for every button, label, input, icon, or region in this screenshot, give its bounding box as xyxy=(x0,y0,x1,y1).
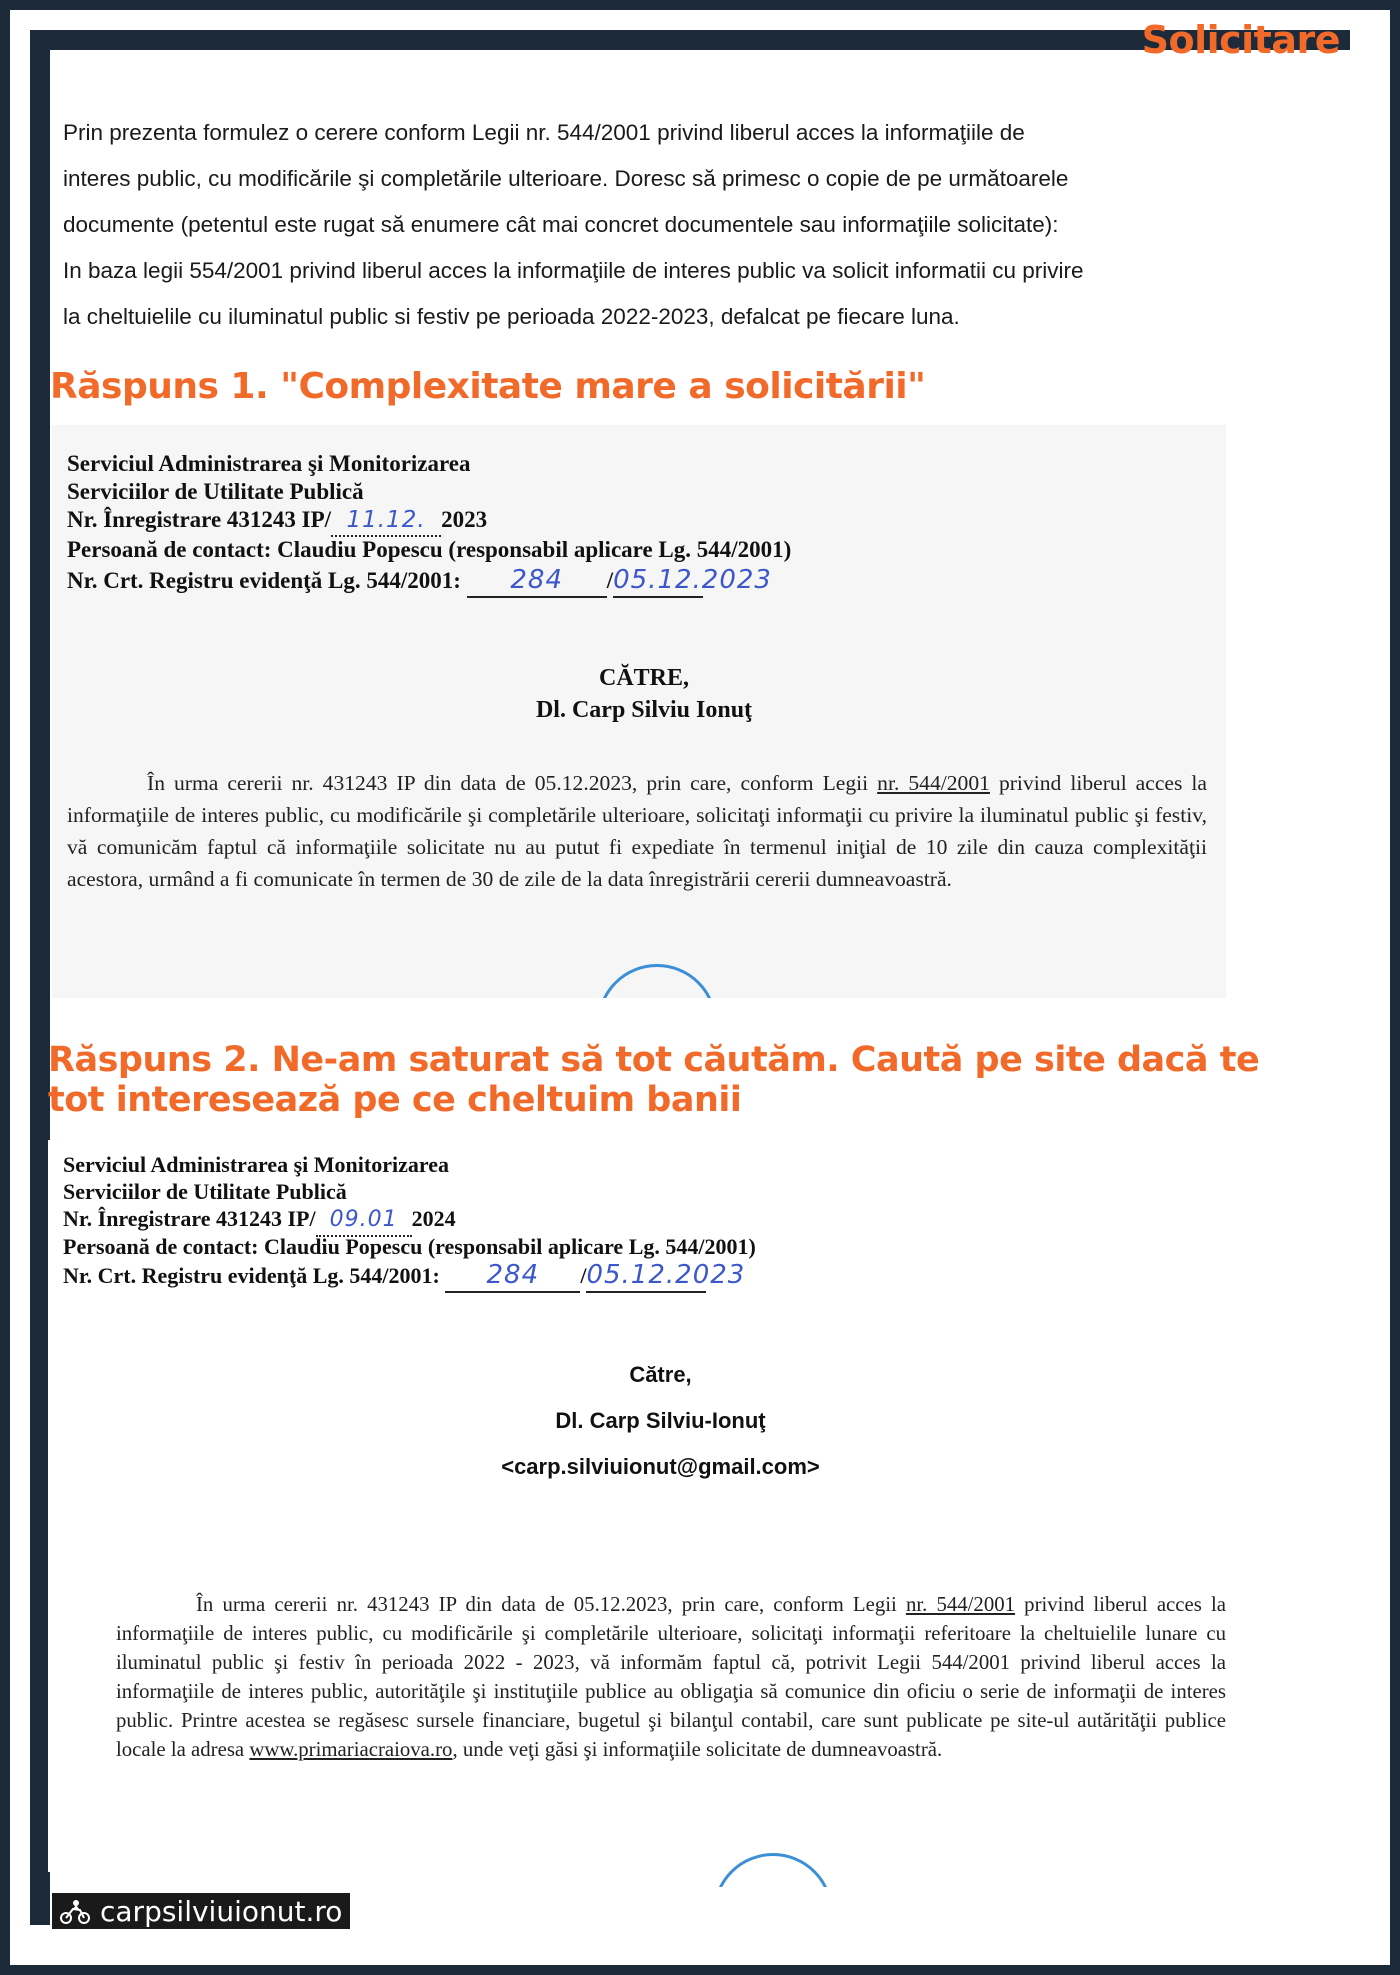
response2-scan xyxy=(48,1140,1273,1872)
contact-person: Persoană de contact: Claudiu Popescu (responsabil aplicare Lg. 544/2001) xyxy=(63,1234,756,1259)
request-line: Prin prezenta formulez o cerere conform Legii nr. 544/2001 privind liberul acces la informaţiile de xyxy=(63,120,1025,145)
registration-prefix: Nr. Înregistrare 431243 IP/ xyxy=(63,1206,316,1231)
response2-title: Răspuns 2. Ne-am saturat să tot căutăm. Caută pe site dacă te tot interesează pe ce cheltuim banii xyxy=(48,1040,1260,1120)
registry-number-handwritten: 284 xyxy=(510,565,564,595)
rider-logo-icon xyxy=(58,1897,92,1925)
registry-number-handwritten: 284 xyxy=(486,1260,540,1290)
website-link[interactable]: www.primariacraiova.ro xyxy=(249,1738,453,1761)
department-line1: Serviciul Administrarea şi Monitorizarea xyxy=(63,1152,449,1177)
body-start: În urma cererii nr. 431243 IP din data de 05.12.2023, prin care, conform Legii xyxy=(147,771,878,795)
law-reference: nr. 544/2001 xyxy=(905,1593,1016,1616)
body-end: , unde veţi găsi şi informaţiile solicitate de dumneavoastră. xyxy=(452,1738,943,1761)
site-watermark xyxy=(52,1893,350,1929)
recipient-email: <carp.silviuionut@gmail.com> xyxy=(501,1454,820,1479)
addressee-label: Către, xyxy=(629,1362,692,1387)
recipient-name: Dl. Carp Silviu Ionuţ xyxy=(535,697,753,723)
registration-date-handwritten: 11.12. xyxy=(346,507,426,533)
request-line: la cheltuielile cu iluminatul public si festiv pe perioada 2022-2023, defalcat pe fiecare luna. xyxy=(63,304,960,329)
response1-scan xyxy=(52,425,1226,998)
registry-prefix: Nr. Crt. Registru evidenţă Lg. 544/2001: xyxy=(67,568,461,593)
registry-prefix: Nr. Crt. Registru evidenţă Lg. 544/2001: xyxy=(63,1263,440,1288)
body-middle: privind liberul acces la informaţiile de interes public, cu modificările şi completările ulterioare, solicitaţi informaţii referitoare la cheltuielile lunare cu iluminatul public şi festiv în perioada 2022 - 2023, vă informăm faptul că, potrivit Legii 544/2001 privind liberul acces la informaţiile de interes public, autorităţile şi instituţiile publice au obligaţia să comunice din oficiu o serie de informaţii de interes public. Printre acestea se regăsesc sursele financiare, bugetul şi bilanţul contabil, care sunt publicate pe site-ul autărităţii publice locale la adresa xyxy=(116,1593,1226,1761)
contact-person: Persoană de contact: Claudiu Popescu (responsabil aplicare Lg. 544/2001) xyxy=(67,537,792,562)
stamp-mark xyxy=(597,964,717,998)
request-line: documente (petentul este rugat să enumere cât mai concret documentele sau informaţiile solicitate): xyxy=(63,212,1059,237)
addressee-label: CĂTRE, xyxy=(598,665,689,691)
law-reference: nr. 544/2001 xyxy=(877,771,990,795)
registry-date-handwritten: 05.12.2023 xyxy=(613,565,772,595)
registry-separator: / xyxy=(606,568,614,593)
recipient-name: Dl. Carp Silviu-Ionuţ xyxy=(555,1408,766,1433)
watermark-text: carpsilviuionut.ro xyxy=(100,1894,343,1928)
registry-separator: / xyxy=(580,1263,587,1288)
registry-line xyxy=(63,1260,746,1293)
registration-year: 2024 xyxy=(411,1206,456,1231)
registration-prefix: Nr. Înregistrare 431243 IP/ xyxy=(67,507,332,532)
request-title: Solicitare xyxy=(1141,18,1340,62)
request-line: interes public, cu modificările şi completările ulterioare. Doresc să primesc o copie de pe următoarele xyxy=(63,166,1069,191)
registry-date-handwritten: 05.12.2023 xyxy=(586,1260,746,1290)
body-rest: privind liberul acces la informaţiile de interes public, cu modificările şi completările ulterioare, solicitaţi informaţii cu privire la iluminatul public şi festiv, vă comunicăm faptul că informaţiile solicitate nu au putut fi expediate în termenul iniţial de 10 zile din cauza complexităţii acestora, urmând a fi comunicate în termen de 30 de zile de la data înregistrării cererii dumneavoastră. xyxy=(67,771,1208,891)
request-line: In baza legii 554/2001 privind liberul acces la informaţiile de interes public va solicit informatii cu privire xyxy=(63,258,1084,283)
response1-body xyxy=(67,767,1207,895)
response2-body xyxy=(116,1590,1226,1764)
stamp-mark xyxy=(713,1853,833,1887)
department-line1: Serviciul Administrarea şi Monitorizarea xyxy=(67,451,471,476)
body-start: În urma cererii nr. 431243 IP din data de 05.12.2023, prin care, conform Legii xyxy=(196,1593,906,1616)
registration-date-handwritten: 09.01 xyxy=(329,1207,398,1232)
request-text xyxy=(63,110,1333,340)
response1-title: Răspuns 1. "Complexitate mare a solicitării" xyxy=(50,366,926,407)
department-line2: Serviciilor de Utilitate Publică xyxy=(67,479,364,504)
department-line2: Serviciilor de Utilitate Publică xyxy=(63,1179,347,1204)
registration-number xyxy=(67,505,487,537)
registry-line xyxy=(67,565,772,598)
registration-year: 2023 xyxy=(441,507,488,532)
